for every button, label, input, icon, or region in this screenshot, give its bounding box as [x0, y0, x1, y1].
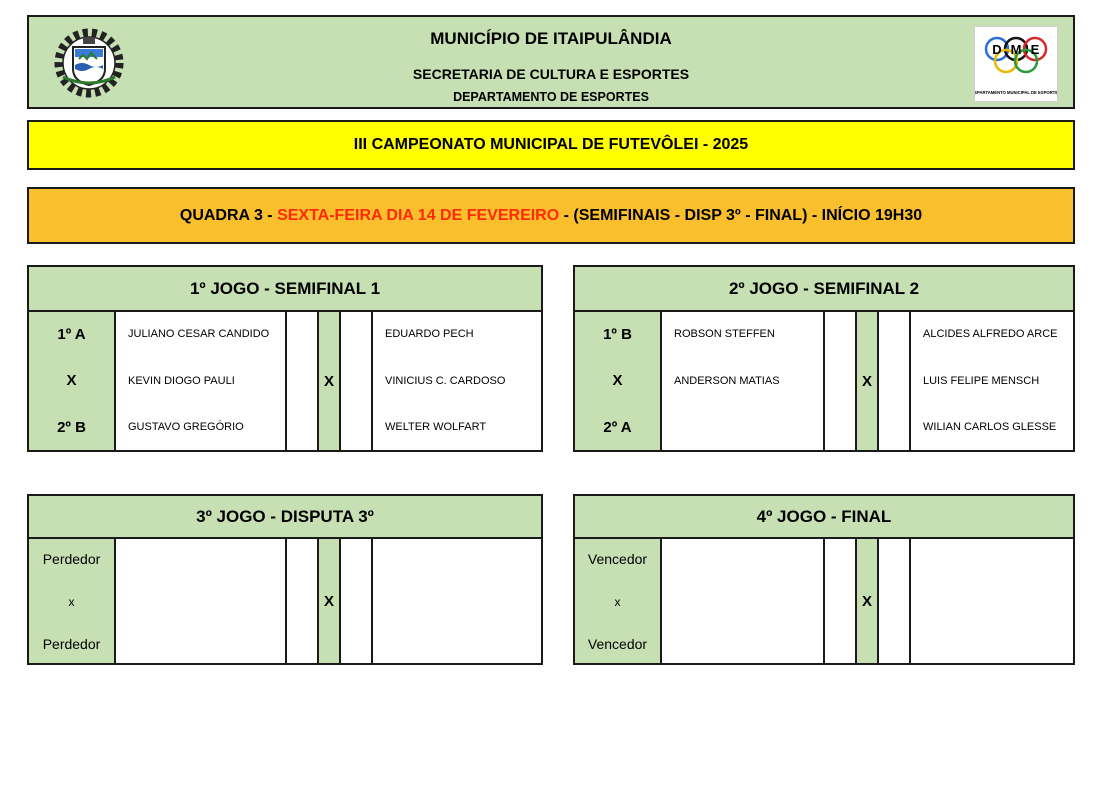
player-name: EDUARDO PECH	[385, 328, 474, 340]
score-a-cell	[287, 312, 318, 450]
team-a-column	[662, 539, 825, 663]
versus-column	[317, 539, 341, 663]
score-a-cell	[287, 539, 318, 663]
game-title: 3º JOGO - DISPUTA 3º	[29, 496, 541, 539]
seed-label: Vencedor	[587, 636, 648, 652]
score-b-cell	[341, 312, 373, 450]
game-title: 1º JOGO - SEMIFINAL 1	[29, 267, 541, 312]
score-a-cell	[825, 312, 856, 450]
versus-column	[317, 312, 341, 450]
player-name: ALCIDES ALFREDO ARCE	[923, 328, 1058, 340]
dme-logo	[974, 26, 1058, 102]
player-name: ROBSON STEFFEN	[674, 328, 775, 340]
schedule-text	[29, 207, 1073, 225]
game-4-table	[573, 494, 1075, 665]
dme-letter-e: E	[1030, 42, 1040, 57]
seed-label: 2º B	[57, 419, 86, 436]
seed-label: 2º A	[603, 419, 632, 436]
secretariat-title: SECRETARIA DE CULTURA E ESPORTES	[412, 66, 690, 82]
versus-mark: X	[861, 593, 872, 610]
vs-label: X	[612, 372, 623, 389]
player-name: KEVIN DIOGO PAULI	[128, 375, 235, 387]
team-b-column	[373, 312, 541, 450]
seed-label: 1º A	[57, 326, 86, 343]
versus-column	[855, 539, 879, 663]
dme-caption: DEPARTAMENTO MUNICIPAL DE ESPORTES	[975, 90, 1057, 95]
seed-column	[575, 539, 662, 663]
player-name: ANDERSON MATIAS	[674, 375, 780, 387]
header	[27, 15, 1075, 109]
seed-label: Perdedor	[42, 551, 101, 567]
team-b-column	[911, 312, 1073, 450]
player-name: GUSTAVO GREGÓRIO	[128, 421, 244, 433]
event-title: III CAMPEONATO MUNICIPAL DE FUTEVÔLEI - 2025	[353, 136, 749, 153]
seed-label: Perdedor	[42, 636, 101, 652]
game-title: 2º JOGO - SEMIFINAL 2	[575, 267, 1073, 312]
vs-label: X	[66, 372, 77, 389]
game-2-table	[573, 265, 1075, 452]
event-title-banner	[27, 120, 1075, 170]
vs-label: x	[614, 595, 621, 609]
game-1-table	[27, 265, 543, 452]
score-b-cell	[341, 539, 373, 663]
player-name: JULIANO CESAR CANDIDO	[128, 328, 270, 340]
game-3-table	[27, 494, 543, 665]
seed-label: 1º B	[603, 326, 632, 343]
dme-letter-m: M	[1010, 42, 1022, 57]
schedule-date: SEXTA-FEIRA DIA 14 DE FEVEREIRO	[277, 207, 560, 224]
seed-column	[575, 312, 662, 450]
player-name: WILIAN CARLOS GLESSE	[923, 421, 1057, 433]
dme-letter-d: D	[992, 42, 1002, 57]
versus-mark: X	[323, 593, 334, 610]
department-title: DEPARTAMENTO DE ESPORTES	[453, 90, 649, 104]
score-b-cell	[879, 539, 911, 663]
versus-column	[855, 312, 879, 450]
seed-label: Vencedor	[587, 551, 648, 567]
versus-mark: X	[323, 373, 334, 390]
score-a-cell	[825, 539, 856, 663]
player-name: WELTER WOLFART	[385, 421, 487, 433]
vs-label: x	[68, 595, 75, 609]
team-a-column	[116, 312, 287, 450]
team-a-column	[662, 312, 825, 450]
team-b-column	[911, 539, 1073, 663]
schedule-court: QUADRA 3 -	[179, 207, 278, 224]
team-a-column	[116, 539, 287, 663]
score-b-cell	[879, 312, 911, 450]
versus-mark: X	[861, 373, 872, 390]
seed-column	[29, 312, 116, 450]
schedule-banner	[27, 187, 1075, 244]
player-name: VINICIUS C. CARDOSO	[385, 375, 506, 387]
game-title: 4º JOGO - FINAL	[575, 496, 1073, 539]
seed-column	[29, 539, 116, 663]
schedule-details: - (SEMIFINAIS - DISP 3º - FINAL) - INÍCIO 19H30	[559, 207, 923, 224]
player-name: LUIS FELIPE MENSCH	[923, 375, 1040, 387]
municipality-title: MUNICÍPIO DE ITAIPULÂNDIA	[430, 29, 672, 48]
team-b-column	[373, 539, 541, 663]
